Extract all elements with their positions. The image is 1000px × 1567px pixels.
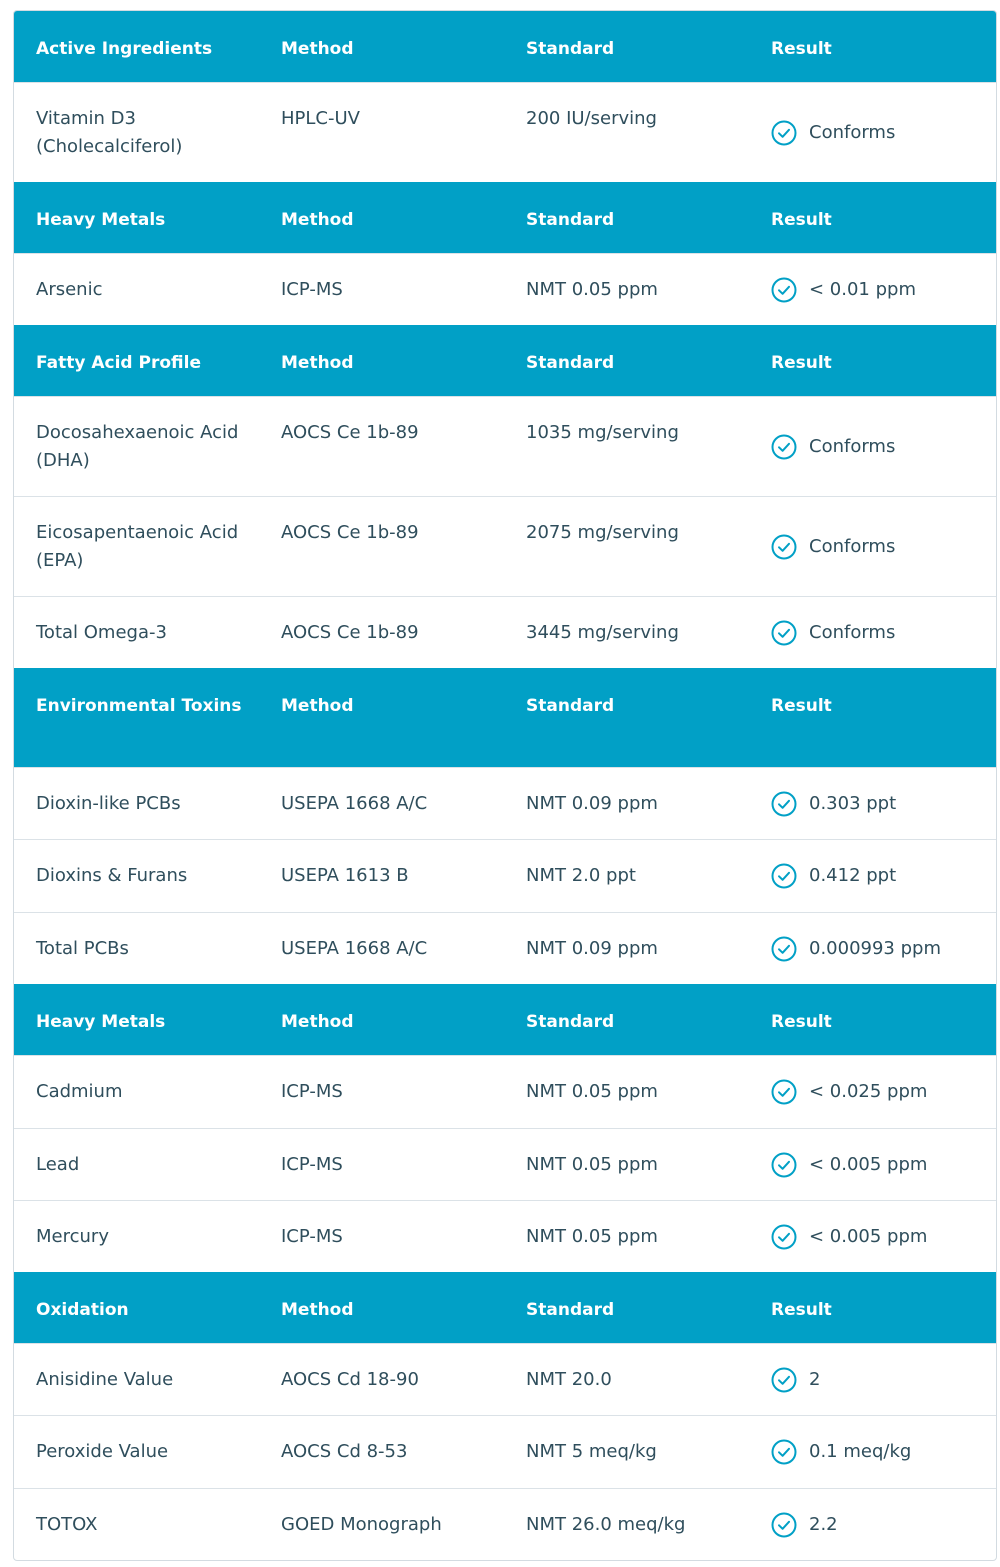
result-column-header: Result bbox=[771, 696, 832, 716]
test-method: AOCS Ce 1b-89 bbox=[281, 522, 419, 543]
test-result bbox=[749, 768, 996, 839]
test-standard: NMT 20.0 bbox=[526, 1369, 612, 1390]
standard-column-header: Standard bbox=[526, 1012, 615, 1032]
result-value: < 0.025 ppm bbox=[809, 1081, 928, 1102]
section-header-row bbox=[14, 984, 996, 1055]
check-circle-icon bbox=[771, 1224, 797, 1250]
table-row bbox=[14, 1055, 996, 1128]
table-row bbox=[14, 396, 996, 496]
test-method: AOCS Ce 1b-89 bbox=[281, 422, 419, 443]
table-row bbox=[14, 1200, 996, 1272]
test-result bbox=[749, 1489, 996, 1560]
result-value: 2 bbox=[809, 1368, 821, 1390]
test-result bbox=[749, 1056, 996, 1128]
test-name: Total PCBs bbox=[36, 938, 129, 959]
check-circle-icon bbox=[771, 936, 797, 962]
result-value: Conforms bbox=[809, 435, 896, 457]
table-row bbox=[14, 496, 996, 596]
table-row bbox=[14, 912, 996, 984]
standard-column-header: Standard bbox=[526, 353, 615, 373]
result-column-header: Result bbox=[771, 39, 832, 59]
test-standard: 200 IU/serving bbox=[526, 108, 657, 129]
result-value: 2.2 bbox=[809, 1513, 838, 1535]
result-value: Conforms bbox=[809, 621, 896, 643]
table-row bbox=[14, 1343, 996, 1415]
result-value: Conforms bbox=[809, 121, 896, 143]
check-circle-icon bbox=[771, 120, 797, 146]
table-row bbox=[14, 1488, 996, 1560]
lab-results-table bbox=[13, 10, 997, 1561]
test-name: Mercury bbox=[36, 1226, 109, 1247]
test-result bbox=[749, 397, 996, 496]
check-circle-icon bbox=[771, 534, 797, 560]
test-method: ICP-MS bbox=[281, 1226, 343, 1247]
method-column-header: Method bbox=[281, 39, 354, 59]
section-title: Environmental Toxins bbox=[36, 696, 242, 716]
section-header-row bbox=[14, 11, 996, 82]
check-circle-icon bbox=[771, 1152, 797, 1178]
test-name: Docosahexaenoic Acid (DHA) bbox=[36, 422, 239, 471]
test-result bbox=[749, 497, 996, 596]
result-value: < 0.005 ppm bbox=[809, 1225, 928, 1247]
check-circle-icon bbox=[771, 1367, 797, 1393]
test-method: ICP-MS bbox=[281, 1154, 343, 1175]
test-standard: NMT 26.0 meq/kg bbox=[526, 1514, 686, 1535]
table-row bbox=[14, 253, 996, 325]
standard-column-header: Standard bbox=[526, 39, 615, 59]
result-value: 0.303 ppt bbox=[809, 792, 897, 814]
standard-column-header: Standard bbox=[526, 210, 615, 230]
test-result bbox=[749, 913, 996, 984]
check-circle-icon bbox=[771, 620, 797, 646]
test-name: Peroxide Value bbox=[36, 1441, 169, 1462]
test-standard: 1035 mg/serving bbox=[526, 422, 679, 443]
test-name: Total Omega-3 bbox=[36, 622, 167, 643]
method-column-header: Method bbox=[281, 1300, 354, 1320]
test-method: HPLC-UV bbox=[281, 108, 360, 129]
result-value: < 0.005 ppm bbox=[809, 1153, 928, 1175]
section-title: Heavy Metals bbox=[36, 210, 166, 230]
section-header-row bbox=[14, 668, 996, 767]
method-column-header: Method bbox=[281, 353, 354, 373]
test-method: USEPA 1613 B bbox=[281, 865, 409, 886]
test-method: AOCS Cd 18-90 bbox=[281, 1369, 419, 1390]
test-method: ICP-MS bbox=[281, 1081, 343, 1102]
test-standard: NMT 0.05 ppm bbox=[526, 1081, 658, 1102]
section-header-row bbox=[14, 325, 996, 396]
test-result bbox=[749, 83, 996, 182]
table-row bbox=[14, 767, 996, 839]
result-value: 0.1 meq/kg bbox=[809, 1441, 912, 1462]
result-column-header: Result bbox=[771, 1012, 832, 1032]
test-standard: 3445 mg/serving bbox=[526, 622, 679, 643]
table-row bbox=[14, 1415, 996, 1488]
test-name: Eicosapentaenoic Acid (EPA) bbox=[36, 522, 239, 571]
check-circle-icon bbox=[771, 1439, 797, 1465]
table-row bbox=[14, 596, 996, 668]
test-name: Vitamin D3 (Cholecalciferol) bbox=[36, 108, 183, 157]
test-standard: NMT 0.09 ppm bbox=[526, 938, 658, 959]
test-method: ICP-MS bbox=[281, 279, 343, 300]
test-result bbox=[749, 254, 996, 325]
test-standard: NMT 5 meq/kg bbox=[526, 1441, 657, 1462]
result-column-header: Result bbox=[771, 210, 832, 230]
result-value: 0.412 ppt bbox=[809, 865, 897, 886]
result-value: Conforms bbox=[809, 535, 896, 557]
standard-column-header: Standard bbox=[526, 1300, 615, 1320]
check-circle-icon bbox=[771, 791, 797, 817]
check-circle-icon bbox=[771, 1512, 797, 1538]
standard-column-header: Standard bbox=[526, 696, 615, 716]
table-row bbox=[14, 82, 996, 182]
test-standard: NMT 0.09 ppm bbox=[526, 793, 658, 814]
test-method: AOCS Ce 1b-89 bbox=[281, 622, 419, 643]
method-column-header: Method bbox=[281, 1012, 354, 1032]
test-result bbox=[749, 1344, 996, 1415]
check-circle-icon bbox=[771, 1079, 797, 1105]
table-row bbox=[14, 1128, 996, 1200]
test-standard: NMT 0.05 ppm bbox=[526, 1154, 658, 1175]
result-column-header: Result bbox=[771, 1300, 832, 1320]
test-result bbox=[749, 1201, 996, 1272]
section-header-row bbox=[14, 1272, 996, 1343]
check-circle-icon bbox=[771, 434, 797, 460]
test-name: Dioxins & Furans bbox=[36, 865, 188, 886]
section-title: Oxidation bbox=[36, 1300, 129, 1320]
test-method: USEPA 1668 A/C bbox=[281, 793, 428, 814]
result-value: 0.000993 ppm bbox=[809, 937, 941, 959]
test-standard: NMT 0.05 ppm bbox=[526, 1226, 658, 1247]
test-name: Lead bbox=[36, 1154, 80, 1175]
test-method: GOED Monograph bbox=[281, 1514, 442, 1535]
section-title: Fatty Acid Profile bbox=[36, 353, 201, 373]
test-result bbox=[749, 597, 996, 668]
test-result bbox=[749, 840, 996, 912]
test-name: Dioxin-like PCBs bbox=[36, 793, 181, 814]
test-result bbox=[749, 1129, 996, 1200]
test-name: Anisidine Value bbox=[36, 1369, 174, 1390]
test-standard: 2075 mg/serving bbox=[526, 522, 679, 543]
check-circle-icon bbox=[771, 277, 797, 303]
test-standard: NMT 0.05 ppm bbox=[526, 279, 658, 300]
test-method: USEPA 1668 A/C bbox=[281, 938, 428, 959]
check-circle-icon bbox=[771, 863, 797, 889]
result-value: < 0.01 ppm bbox=[809, 278, 916, 300]
test-standard: NMT 2.0 ppt bbox=[526, 865, 636, 886]
method-column-header: Method bbox=[281, 696, 354, 716]
test-name: TOTOX bbox=[36, 1514, 98, 1535]
test-result bbox=[749, 1416, 996, 1488]
test-name: Arsenic bbox=[36, 279, 103, 300]
section-header-row bbox=[14, 182, 996, 253]
section-title: Active Ingredients bbox=[36, 39, 213, 59]
test-name: Cadmium bbox=[36, 1081, 123, 1102]
table-row bbox=[14, 839, 996, 912]
section-title: Heavy Metals bbox=[36, 1012, 166, 1032]
test-method: AOCS Cd 8-53 bbox=[281, 1441, 408, 1462]
method-column-header: Method bbox=[281, 210, 354, 230]
result-column-header: Result bbox=[771, 353, 832, 373]
